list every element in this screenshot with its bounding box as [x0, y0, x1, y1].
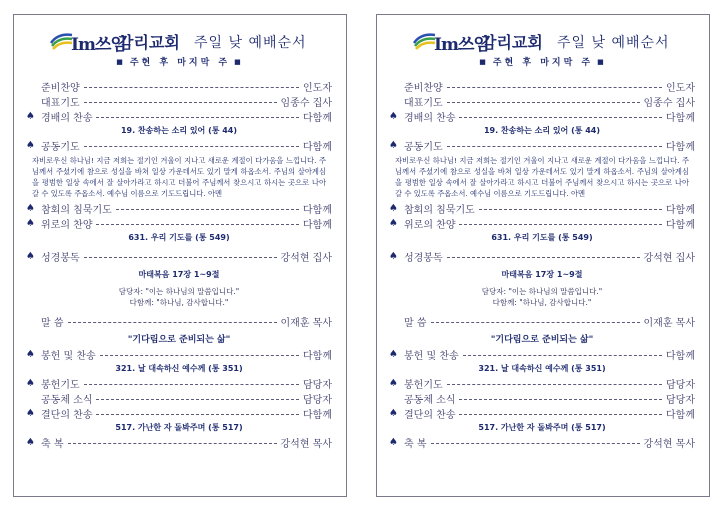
- service-item-leader: 다함께: [666, 351, 695, 362]
- service-item-leader: 강석현 목사: [280, 439, 332, 450]
- service-item-leader: 다함께: [666, 113, 695, 124]
- service-item-label: 대표기도: [41, 98, 80, 109]
- leader-dots: [459, 414, 662, 415]
- service-row: [26, 138, 332, 153]
- subtitle-text: 주현 후 마지막 주: [492, 58, 594, 68]
- service-item-leader: 이재훈 목사: [280, 318, 332, 329]
- leader-dots: [96, 414, 299, 415]
- service-item-leader: 다함께: [303, 205, 332, 216]
- service-item-leader: 인도자: [666, 83, 695, 94]
- service-row: [389, 347, 695, 362]
- service-item-label: 축 복: [41, 439, 64, 450]
- hymn-line: 517. 가난한 자 돌봐주며 (통 517): [478, 423, 606, 432]
- service-item-label: 경배의 찬송: [404, 113, 456, 124]
- leader-dots: [84, 102, 277, 103]
- leader-dots: [479, 209, 662, 210]
- service-item-leader: 다함께: [666, 410, 695, 421]
- service-item-label: 봉헌 및 찬송: [41, 351, 96, 362]
- sermon-title: "기다림으로 준비되는 삶": [127, 335, 231, 345]
- service-item-label: 공동기도: [404, 142, 443, 153]
- service-row: [26, 79, 332, 94]
- response-line: 다함께: "하나님, 감사합니다.": [129, 298, 229, 307]
- spade-icon: ♠: [26, 349, 35, 360]
- leader-dots: [459, 117, 662, 118]
- hymn-line: 631. 우리 기도를 (통 549): [491, 233, 593, 242]
- service-item-leader: 담당자: [303, 380, 332, 391]
- service-item-label: 대표기도: [404, 98, 443, 109]
- church-name: 감리교회: [118, 33, 180, 52]
- leader-dots: [459, 224, 662, 225]
- leader-dots: [68, 322, 277, 323]
- service-item-label: 봉헌기도: [41, 380, 80, 391]
- subtitle-text: 주현 후 마지막 주: [129, 58, 231, 68]
- square-bullet-icon: ■: [234, 58, 244, 66]
- leader-dots: [84, 146, 299, 147]
- church-name: 감리교회: [481, 33, 543, 52]
- service-item-label: 공동체 소식: [404, 395, 456, 406]
- service-row: [389, 376, 695, 391]
- service-item-label: 말 씀: [404, 318, 427, 329]
- response-line: 담당자: "이는 하나님의 말씀입니다.": [118, 287, 240, 296]
- spade-icon: ♠: [26, 111, 35, 122]
- service-item-leader: 강석현 집사: [280, 253, 332, 264]
- scripture-reference: 마태복음 17장 1~9절: [138, 270, 220, 279]
- leader-dots: [84, 384, 299, 385]
- spade-icon: ♠: [26, 203, 35, 214]
- service-item-leader: 인도자: [303, 83, 332, 94]
- service-item-label: 축 복: [404, 439, 427, 450]
- leader-dots: [447, 257, 640, 258]
- hymn-line: 19. 찬송하는 소리 있어 (통 44): [120, 126, 238, 135]
- spade-icon: ♠: [26, 437, 35, 448]
- service-row: [26, 376, 332, 391]
- service-item-leader: 임종수 집사: [280, 98, 332, 109]
- service-row: [389, 109, 695, 124]
- leader-dots: [100, 355, 299, 356]
- logo-text: Im쓰임: [434, 35, 489, 55]
- spade-icon: ♠: [26, 218, 35, 229]
- spade-icon: ♠: [389, 218, 398, 229]
- service-row: [26, 216, 332, 231]
- service-item-label: 봉헌 및 찬송: [404, 351, 459, 362]
- service-row: [26, 347, 332, 362]
- square-bullet-icon: ■: [116, 58, 126, 66]
- service-item-leader: 담당자: [303, 395, 332, 406]
- square-bullet-icon: ■: [479, 58, 489, 66]
- service-row: [389, 435, 695, 450]
- leader-dots: [463, 355, 662, 356]
- spade-icon: ♠: [26, 378, 35, 389]
- service-title: 주일 낮 예배순서: [194, 35, 307, 51]
- hymn-line: 517. 가난한 자 돌봐주며 (통 517): [115, 423, 243, 432]
- leader-dots: [96, 224, 299, 225]
- leader-dots: [431, 443, 640, 444]
- sermon-title: "기다림으로 준비되는 삶": [490, 335, 594, 345]
- hymn-line: 321. 날 대속하신 예수께 (통 351): [115, 364, 243, 373]
- service-item-leader: 임종수 집사: [643, 98, 695, 109]
- response-line: 담당자: "이는 하나님의 말씀입니다.": [481, 287, 603, 296]
- service-row: [26, 314, 332, 329]
- leader-dots: [447, 384, 662, 385]
- service-row: [389, 94, 695, 109]
- service-item-leader: 담당자: [666, 380, 695, 391]
- service-row: [26, 94, 332, 109]
- spade-icon: ♠: [389, 408, 398, 419]
- service-item-label: 성경봉독: [41, 253, 80, 264]
- service-item-label: 준비찬양: [404, 83, 443, 94]
- church-logo: [413, 29, 489, 55]
- response-line: 다함께: "하나님, 감사합니다.": [492, 298, 592, 307]
- leader-dots: [431, 322, 640, 323]
- bulletin-page-left: [13, 14, 347, 497]
- service-item-label: 준비찬양: [41, 83, 80, 94]
- service-row: [26, 109, 332, 124]
- service-row: [26, 249, 332, 264]
- service-item-leader: 다함께: [666, 205, 695, 216]
- service-item-label: 위로의 찬양: [404, 220, 456, 231]
- order-of-service: [26, 79, 332, 450]
- service-item-label: 말 씀: [41, 318, 64, 329]
- service-item-label: 참회의 침묵기도: [41, 205, 112, 216]
- common-prayer-text: 자비로우신 하나님! 지금 저희는 절기인 겨울이 지나고 새로운 계절이 다가옴을 느낍니다. 주님께서 주셨기에 참으로 성실을 바쳐 일상 가운데서도 있기 말게 하옵소서. 주님의 살아계심을 평범한 일상 속에서 잘 살아가라고 하시고 더불어 주님께서 찾으시고 하시는 곳으로 나아갈 수 있도록 주옵소서. 예수님 이름으로 기도드립니다. 아멘: [395, 156, 689, 198]
- service-item-leader: 다함께: [303, 410, 332, 421]
- service-item-label: 봉헌기도: [404, 380, 443, 391]
- bulletin-page-right: [376, 14, 710, 497]
- service-row: [389, 138, 695, 153]
- spade-icon: ♠: [389, 203, 398, 214]
- service-row: [389, 216, 695, 231]
- service-item-leader: 강석현 목사: [643, 439, 695, 450]
- leader-dots: [68, 443, 277, 444]
- leader-dots: [447, 102, 640, 103]
- hymn-line: 321. 날 대속하신 예수께 (통 351): [478, 364, 606, 373]
- service-item-label: 결단의 찬송: [41, 410, 93, 421]
- service-item-leader: 다함께: [666, 220, 695, 231]
- service-item-leader: 다함께: [303, 351, 332, 362]
- bulletin-subtitle: [377, 55, 709, 68]
- service-row: [26, 406, 332, 421]
- leader-dots: [96, 117, 299, 118]
- leader-dots: [84, 87, 299, 88]
- service-item-leader: 다함께: [666, 142, 695, 153]
- service-row: [389, 314, 695, 329]
- service-item-leader: 이재훈 목사: [643, 318, 695, 329]
- service-item-label: 공동기도: [41, 142, 80, 153]
- service-item-leader: 다함께: [303, 113, 332, 124]
- scripture-reference: 마태복음 17장 1~9절: [501, 270, 583, 279]
- spade-icon: ♠: [389, 349, 398, 360]
- spade-icon: ♠: [26, 251, 35, 262]
- service-row: [389, 201, 695, 216]
- service-item-leader: 담당자: [666, 395, 695, 406]
- spade-icon: ♠: [26, 408, 35, 419]
- square-bullet-icon: ■: [597, 58, 607, 66]
- service-item-label: 경배의 찬송: [41, 113, 93, 124]
- service-row: [389, 249, 695, 264]
- service-item-label: 공동체 소식: [41, 395, 93, 406]
- service-item-label: 위로의 찬양: [41, 220, 93, 231]
- spade-icon: ♠: [389, 378, 398, 389]
- leader-dots: [96, 399, 299, 400]
- service-row: [26, 391, 332, 406]
- logo-text: Im쓰임: [71, 35, 126, 55]
- leader-dots: [447, 146, 662, 147]
- service-row: [389, 79, 695, 94]
- leader-dots: [447, 87, 662, 88]
- service-item-leader: 다함께: [303, 142, 332, 153]
- leader-dots: [459, 399, 662, 400]
- spade-icon: ♠: [389, 251, 398, 262]
- common-prayer-text: 자비로우신 하나님! 지금 저희는 절기인 겨울이 지나고 새로운 계절이 다가옴을 느낍니다. 주님께서 주셨기에 참으로 성실을 바쳐 일상 가운데서도 있기 말게 하옵소서. 주님의 살아계심을 평범한 일상 속에서 잘 살아가라고 하시고 더불어 주님께서 찾으시고 하시는 곳으로 나아갈 수 있도록 주옵소서. 예수님 이름으로 기도드립니다. 아멘: [32, 156, 326, 198]
- service-item-leader: 다함께: [303, 220, 332, 231]
- service-row: [26, 201, 332, 216]
- hymn-line: 19. 찬송하는 소리 있어 (통 44): [483, 126, 601, 135]
- leader-dots: [84, 257, 277, 258]
- leader-dots: [116, 209, 299, 210]
- service-row: [389, 406, 695, 421]
- bulletin-subtitle: [14, 55, 346, 68]
- service-title: 주일 낮 예배순서: [557, 35, 670, 51]
- spade-icon: ♠: [389, 111, 398, 122]
- church-logo: [50, 29, 126, 55]
- hymn-line: 631. 우리 기도를 (통 549): [128, 233, 230, 242]
- spade-icon: ♠: [26, 140, 35, 151]
- service-row: [26, 435, 332, 450]
- spade-icon: ♠: [389, 437, 398, 448]
- service-item-leader: 강석현 집사: [643, 253, 695, 264]
- service-item-label: 참회의 침묵기도: [404, 205, 475, 216]
- order-of-service: [389, 79, 695, 450]
- service-row: [389, 391, 695, 406]
- service-item-label: 성경봉독: [404, 253, 443, 264]
- service-item-label: 결단의 찬송: [404, 410, 456, 421]
- spade-icon: ♠: [389, 140, 398, 151]
